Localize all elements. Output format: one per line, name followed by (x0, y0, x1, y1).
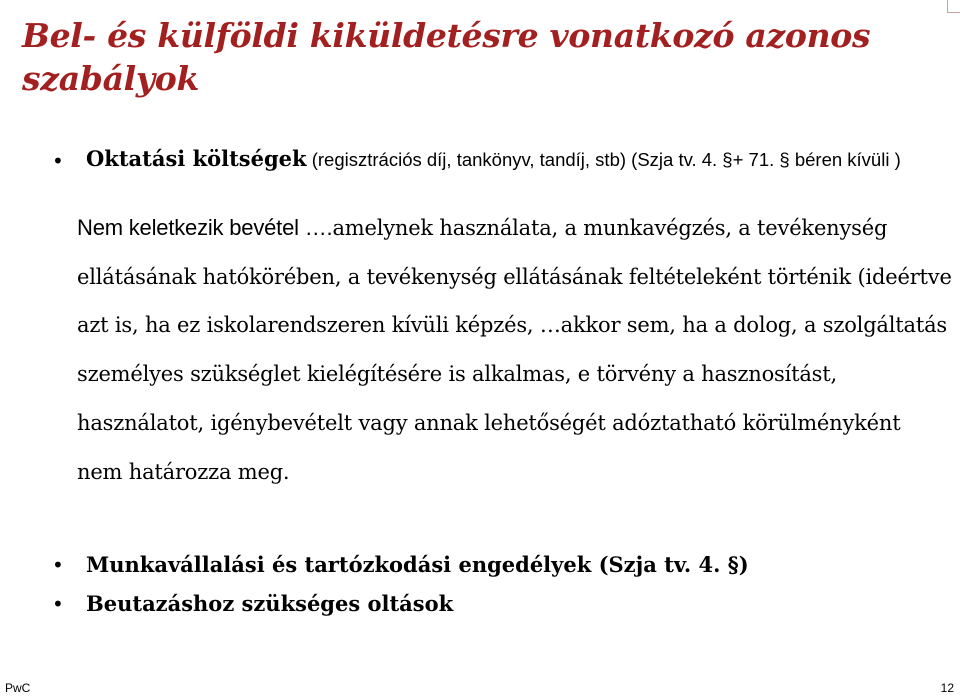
page-number: 12 (940, 681, 954, 695)
bullet-text (86, 146, 946, 173)
bullet-rest-text: (regisztrációs díj, tankönyv, tandíj, stb) (Szja tv. 4. §+ 71. § béren kívüli ) (306, 149, 901, 170)
bullet-text: Beutazáshoz szükséges oltások (86, 591, 454, 616)
corner-mark (947, 0, 960, 13)
bullet-icon: • (52, 592, 64, 616)
bullet-icon: • (52, 149, 64, 173)
body-paragraph (77, 204, 952, 496)
paragraph-lead: Nem keletkezik bevétel …. (77, 215, 333, 240)
slide-title: Bel- és külföldi kiküldetésre vonatkozó azonos szabályok (22, 16, 871, 98)
footer-brand: PwC (5, 681, 31, 695)
bullet-text: Munkavállalási és tartózkodási engedélyek (Szja tv. 4. §) (86, 552, 749, 577)
bullet-strong-text: Oktatási költségek (86, 146, 307, 171)
paragraph-body: amelynek használata, a munkavégzés, a tevékenység ellátásának hatókörében, a tevékenység ellátásának feltételeként történik (ideértve azt is, ha ez iskolarendszeren kívüli képzés, …akkor sem, ha a dolog, a szolgáltatás személyes szükséglet kielégítésére is alkalmas, e törvény a hasznosítást, használatot, igénybevételt vagy annak lehetőségét adóztatható körülményként nem határozza meg. (77, 216, 952, 484)
bullet-icon: • (52, 553, 64, 577)
